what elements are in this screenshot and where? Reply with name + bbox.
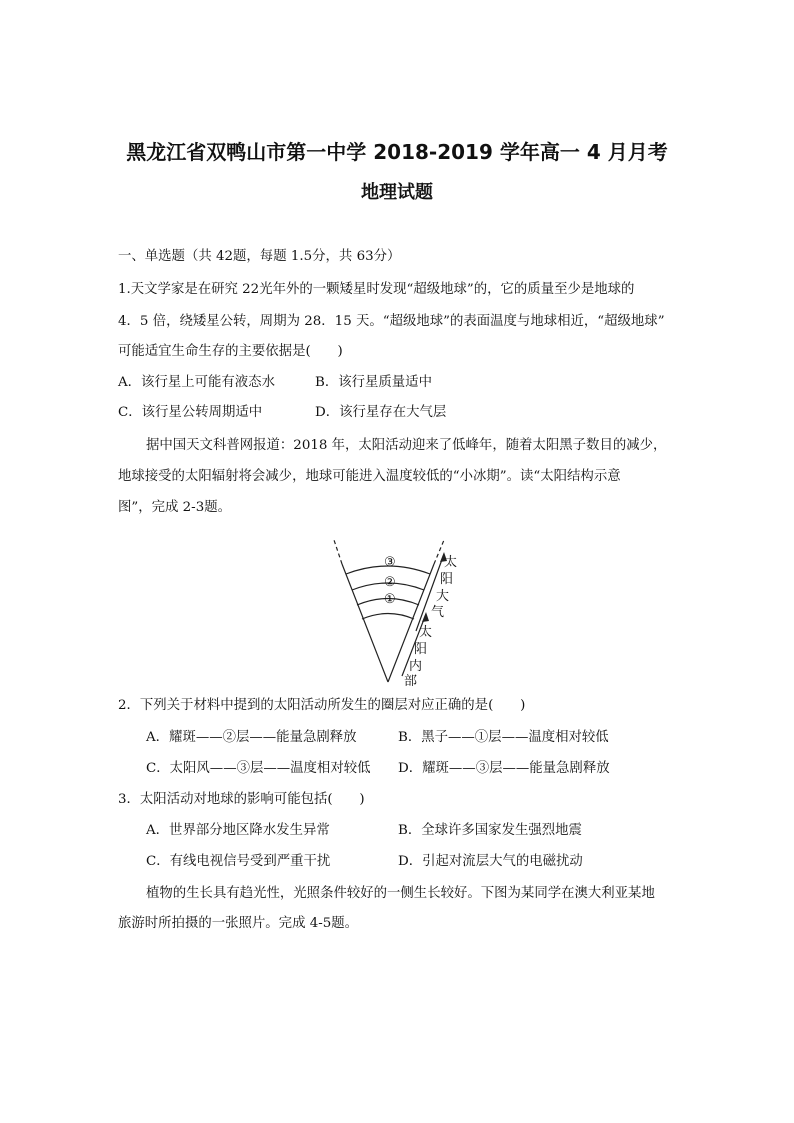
q1-stem-line-2: 4．5 倍，绕矮星公转，周期为 28．15 天。“超级地球”的表面温度与地球相近，“超级地球”: [118, 314, 665, 329]
layer-label-1: ①: [384, 592, 396, 607]
sun-structure-diagram: [316, 536, 476, 686]
q3-option-a: A．世界部分地区降水发生异常: [146, 823, 330, 838]
q2-option-c: C．太阳风——③层——温度相对较低: [146, 761, 371, 776]
outer-label-char-4: 气: [431, 605, 445, 620]
inner-label-char-3: 内: [409, 659, 423, 674]
q3-option-b: B．全球许多国家发生强烈地震: [398, 823, 582, 838]
q1-stem-line-1: 1.天文学家是在研究 22光年外的一颗矮星时发现“超级地球”的，它的质量至少是地球的: [118, 282, 635, 297]
section-heading: 一、单选题（共 42题，每题 1.5分，共 63分）: [118, 249, 401, 264]
inner-label-char-2: 阳: [414, 642, 428, 657]
layer-label-3: ③: [384, 555, 396, 570]
passage2-line-2: 旅游时所拍摄的一张照片。完成 4-5题。: [118, 916, 359, 931]
q3-option-d: D．引起对流层大气的电磁扰动: [398, 854, 583, 869]
layer-label-2: ②: [384, 575, 396, 590]
passage1-line-3: 图”，完成 2-3题。: [118, 500, 232, 515]
q1-option-b: B．该行星质量适中: [315, 375, 432, 390]
q1-stem-line-3: 可能适宜生命生存的主要依据是( ): [118, 344, 343, 359]
q3-option-c: C．有线电视信号受到严重干扰: [146, 854, 331, 869]
passage1-line-2: 地球接受的太阳辐射将会减少，地球可能进入温度较低的“小冰期”。读“太阳结构示意: [118, 469, 621, 484]
outer-label-char-1: 太: [444, 555, 458, 570]
q2-option-b: B．黑子——①层——温度相对较低: [398, 730, 609, 745]
q1-option-a: A．该行星上可能有液态水: [118, 375, 275, 390]
cone-left-edge: [342, 564, 388, 682]
outer-label-char-2: 阳: [440, 572, 454, 587]
outer-label-char-3: 大: [436, 589, 450, 604]
q2-option-d: D．耀斑——③层——能量急剧释放: [398, 761, 610, 776]
layer-arc-0: [362, 614, 414, 620]
q2-stem: 2．下列关于材料中提到的太阳活动所发生的圈层对应正确的是( ): [118, 698, 526, 713]
page-subtitle: 地理试题: [361, 182, 433, 203]
passage2-line-1: 植物的生长具有趋光性，光照条件较好的一侧生长较好。下图为某同学在澳大利亚某地: [146, 886, 655, 901]
q1-option-d: D．该行星存在大气层: [315, 405, 447, 420]
passage1-line-1: 据中国天文科普网报道：2018 年，太阳活动迎来了低峰年，随着太阳黑子数目的减少，: [146, 438, 667, 453]
page-title: 黑龙江省双鸭山市第一中学 2018-2019 学年高一 4 月月考: [126, 140, 668, 164]
q1-option-c: C．该行星公转周期适中: [118, 405, 263, 420]
inner-arrowhead: [422, 612, 429, 622]
dashed-line-left: [334, 540, 342, 564]
inner-label-char-4: 部: [404, 674, 418, 686]
q3-stem: 3．太阳活动对地球的影响可能包括( ): [118, 792, 365, 807]
q2-option-a: A．耀斑——②层——能量急剧释放: [146, 730, 357, 745]
inner-label-char-1: 太: [419, 625, 433, 640]
